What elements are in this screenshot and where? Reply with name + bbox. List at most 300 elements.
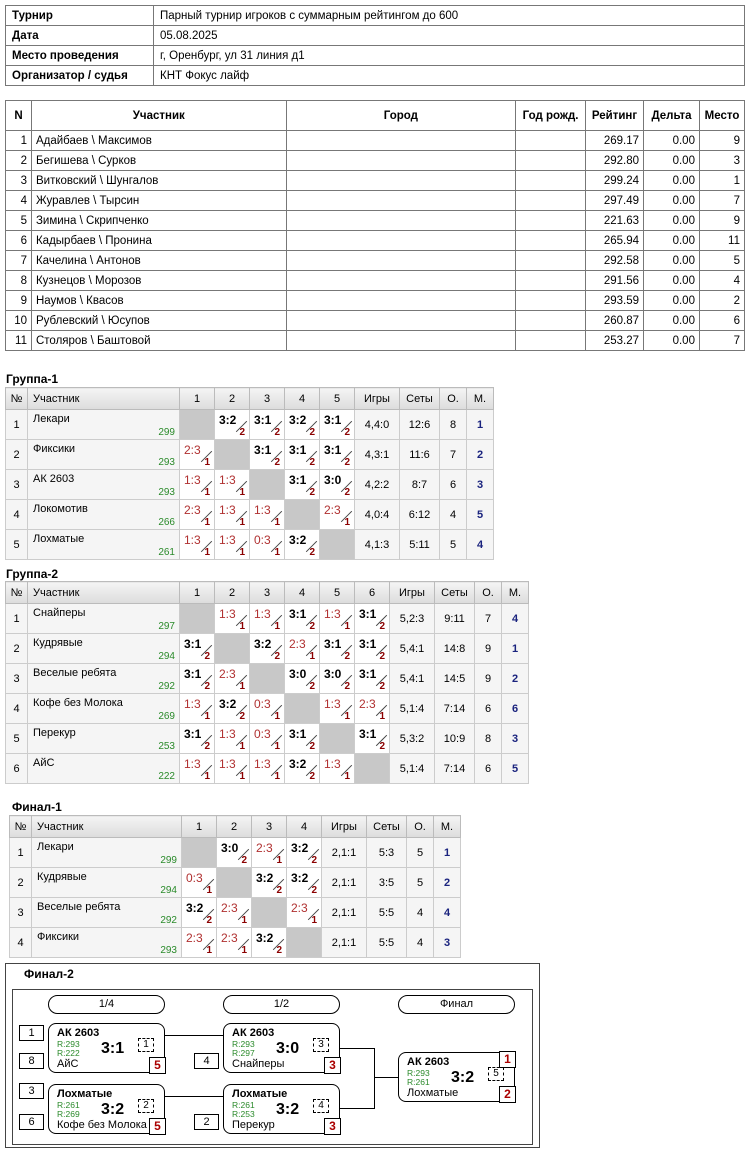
player-cell: 7 [699,331,744,351]
winner-place: 1 [499,1051,516,1068]
match-score: 2:3 [219,667,236,681]
match-result-cell [217,928,252,958]
loser-place: 3 [324,1057,341,1074]
match-points: 1 [344,711,350,722]
col-header: 3 [250,388,285,410]
match-result-cell [355,634,390,664]
match-score: 1:3 [254,757,271,771]
match-points: 1 [311,915,317,926]
match-points: 2 [309,741,315,752]
match-score: 2:3 [221,901,238,915]
diagonal-cell [287,928,322,958]
match-points: 1 [206,885,212,896]
diagonal-cell [250,470,285,500]
match-number: 1 [138,1038,154,1052]
match-result-cell [250,604,285,634]
team-ratings [57,1101,80,1119]
match-points: 2 [311,855,317,866]
match-points: 1 [276,855,282,866]
diagonal-cell [320,530,355,560]
games-cell: 4,0:4 [355,500,400,530]
match-score: 3:2 [289,413,307,427]
player-cell: 6 [6,231,32,251]
match-score: 3:2 [276,1101,300,1118]
group-row [6,604,529,634]
match-points: 1 [274,771,280,782]
player-cell [516,291,586,311]
player-cell: Столяров \ Баштовой [31,331,286,351]
player-cell [286,151,516,171]
place-cell: 3 [467,470,494,500]
sets-cell: 6:12 [400,500,440,530]
diagonal-cell [320,724,355,754]
player-cell: 9 [6,291,32,311]
match-points: 2 [276,885,282,896]
player-row [6,271,745,291]
col-header: № [6,582,28,604]
team-1-name: Лохматые [57,1088,113,1100]
match-score: 3:1 [289,727,307,741]
bracket-match [48,1084,165,1134]
games-cell: 5,4:1 [390,634,435,664]
match-points: 2 [379,621,385,632]
match-result-cell [355,604,390,634]
match-points: 2 [204,651,210,662]
match-score: 3:0 [221,841,239,855]
player-row [6,191,745,211]
points-cell: 7 [475,604,502,634]
rating-1: R:293 [232,1039,255,1049]
player-cell [516,131,586,151]
match-score: 3:1 [254,413,272,427]
match-points: 2 [309,427,315,438]
match-score: 1:3 [219,473,236,487]
group-row [10,928,461,958]
match-score: 1:3 [184,473,201,487]
match-result-cell [355,664,390,694]
match-result-cell [287,838,322,868]
row-number: 5 [6,530,28,560]
col-header: Рейтинг [586,101,644,131]
sets-cell: 5:5 [367,898,407,928]
match-number: 2 [138,1099,154,1113]
player-cell: 6 [699,311,744,331]
match-result-cell [215,500,250,530]
team-2-name: Лохматые [407,1087,459,1099]
match-points: 1 [204,457,210,468]
match-result-cell [320,440,355,470]
rating-2: R:261 [407,1077,430,1087]
group-row [6,664,529,694]
match-score: 2:3 [359,697,376,711]
match-score: 3:2 [219,697,237,711]
match-result-cell [285,440,320,470]
row-number: 4 [10,928,32,958]
games-cell: 4,4:0 [355,410,400,440]
rating-2: R:269 [57,1109,80,1119]
round-label: 1/2 [223,995,340,1014]
games-cell: 4,2:2 [355,470,400,500]
match-result-cell [215,754,250,784]
team-ratings [407,1069,430,1087]
match-score: 3:0 [324,667,342,681]
team-cell [32,928,182,958]
team-name: Фиксики [37,931,80,943]
player-cell: 11 [699,231,744,251]
col-header: 2 [215,582,250,604]
player-cell: 4 [6,191,32,211]
match-score: 3:1 [359,637,377,651]
match-result-cell [215,694,250,724]
match-points: 2 [274,651,280,662]
team-cell [28,410,180,440]
player-cell: 8 [6,271,32,291]
bracket-match [398,1052,515,1102]
match-points: 2 [274,427,280,438]
diagonal-cell [250,664,285,694]
bracket-match [48,1023,165,1073]
col-header: М. [467,388,494,410]
place-cell: 6 [502,694,529,724]
team-ratings [57,1040,80,1058]
player-cell: 4 [699,271,744,291]
player-cell: 0.00 [644,211,700,231]
match-score: 3:1 [184,637,202,651]
match-result-cell [250,410,285,440]
player-cell [516,171,586,191]
team-1-name: АК 2603 [57,1027,100,1039]
player-cell: 5 [6,211,32,231]
match-result-cell [285,530,320,560]
match-result-cell [320,470,355,500]
match-points: 2 [379,741,385,752]
loser-place: 3 [324,1118,341,1135]
match-points: 2 [309,547,315,558]
match-result-cell [285,470,320,500]
final-1-table [9,815,461,958]
player-cell: 260.87 [586,311,644,331]
match-score: 3:2 [289,757,307,771]
group-row [6,724,529,754]
diagonal-cell [215,440,250,470]
match-points: 1 [204,517,210,528]
match-score: 1:3 [184,533,201,547]
place-cell: 1 [502,634,529,664]
match-points: 1 [274,517,280,528]
team-rating: 253 [158,741,175,752]
match-result-cell [320,754,355,784]
match-result-cell [215,470,250,500]
seed-box: 1 [19,1025,44,1041]
match-points: 1 [274,741,280,752]
points-cell: 5 [407,868,434,898]
player-row [6,171,745,191]
player-cell: 0.00 [644,311,700,331]
player-cell: 0.00 [644,151,700,171]
points-cell: 6 [475,694,502,724]
match-points: 2 [379,651,385,662]
player-row [6,331,745,351]
points-cell: 8 [475,724,502,754]
place-cell: 2 [502,664,529,694]
team-name: Лекари [37,841,74,853]
match-score: 1:3 [324,697,341,711]
match-points: 2 [274,457,280,468]
col-header: Игры [322,816,367,838]
player-cell [516,231,586,251]
team-2-name: АйС [57,1058,79,1070]
col-header: 4 [287,816,322,838]
row-number: 3 [6,470,28,500]
match-score: 2:3 [291,901,308,915]
team-ratings [232,1040,255,1058]
match-points: 1 [379,711,385,722]
player-cell: 0.00 [644,291,700,311]
sets-cell: 3:5 [367,868,407,898]
col-header: 1 [180,582,215,604]
round-label: Финал [398,995,515,1014]
points-cell: 6 [475,754,502,784]
col-header: 4 [285,582,320,604]
diagonal-cell [285,694,320,724]
col-header: 2 [217,816,252,838]
team-rating: 294 [158,651,175,662]
info-key: Дата [6,26,154,46]
col-header: Город [286,101,516,131]
player-cell: 269.17 [586,131,644,151]
match-score: 3:2 [256,931,274,945]
group-row [6,410,494,440]
group-row [6,634,529,664]
match-result-cell [250,694,285,724]
player-cell: 1 [6,131,32,151]
info-key: Место проведения [6,46,154,66]
sets-cell: 12:6 [400,410,440,440]
place-cell: 4 [467,530,494,560]
player-cell [286,331,516,351]
match-result-cell [252,838,287,868]
match-score: 1:3 [184,697,201,711]
team-rating: 292 [160,915,177,926]
team-cell [28,724,180,754]
match-score: 3:1 [359,607,377,621]
match-result-cell [180,754,215,784]
match-result-cell [287,868,322,898]
diagonal-cell [180,604,215,634]
col-header: N [6,101,32,131]
player-cell: Витковский \ Шунгалов [31,171,286,191]
team-ratings [232,1101,255,1119]
points-cell: 4 [440,500,467,530]
rating-2: R:253 [232,1109,255,1119]
player-row [6,131,745,151]
player-cell: 9 [699,211,744,231]
match-points: 1 [204,771,210,782]
diagonal-cell [285,500,320,530]
player-cell [286,251,516,271]
points-cell: 5 [440,530,467,560]
match-score: 3:1 [289,607,307,621]
row-number: 3 [10,898,32,928]
player-cell [286,171,516,191]
match-result-cell [180,664,215,694]
row-number: 3 [6,664,28,694]
team-name: Фиксики [33,443,76,455]
team-cell [32,838,182,868]
team-name: Локомотив [33,503,88,515]
match-score: 2:3 [221,931,238,945]
match-points: 1 [239,547,245,558]
col-header: Дельта [644,101,700,131]
player-cell [516,331,586,351]
match-score: 1:3 [324,607,341,621]
player-cell: 291.56 [586,271,644,291]
match-points: 1 [274,621,280,632]
col-header: 1 [180,388,215,410]
player-cell: Кадырбаев \ Пронина [31,231,286,251]
runner-up-place: 2 [499,1086,516,1103]
team-cell [28,604,180,634]
match-result-cell [180,440,215,470]
info-key: Турнир [6,6,154,26]
match-points: 1 [206,945,212,956]
info-value: 05.08.2025 [154,26,745,46]
group-title: Финал-1 [12,800,62,814]
match-score: 3:1 [324,637,342,651]
match-points: 2 [344,457,350,468]
col-header: М. [434,816,461,838]
player-cell [286,131,516,151]
player-cell [286,271,516,291]
player-cell: 0.00 [644,331,700,351]
match-points: 2 [204,681,210,692]
match-score: 3:2 [219,413,237,427]
col-header: Место [699,101,744,131]
player-row [6,291,745,311]
match-result-cell [180,634,215,664]
bracket-title: Финал-2 [24,967,74,981]
team-name: Кофе без Молока [33,697,123,709]
match-number: 4 [313,1099,329,1113]
games-cell: 2,1:1 [322,868,367,898]
player-cell: Наумов \ Квасов [31,291,286,311]
match-score: 3:0 [276,1040,300,1057]
final-2-panel [5,963,540,1148]
row-number: 5 [6,724,28,754]
points-cell: 9 [475,664,502,694]
player-cell: 0.00 [644,191,700,211]
match-result-cell [215,410,250,440]
sets-cell: 8:7 [400,470,440,500]
rating-1: R:261 [57,1100,80,1110]
match-score: 3:1 [324,443,342,457]
col-header: Участник [28,388,180,410]
player-cell: 292.58 [586,251,644,271]
team-name: Веселые ребята [37,901,121,913]
player-cell: Рублевский \ Юсупов [31,311,286,331]
player-cell [286,291,516,311]
col-header: 6 [355,582,390,604]
player-cell: 2 [699,291,744,311]
bracket-match [223,1084,340,1134]
player-cell: 299.24 [586,171,644,191]
match-points: 1 [241,915,247,926]
match-points: 1 [274,711,280,722]
match-score: 2:3 [186,931,203,945]
sets-cell: 5:5 [367,928,407,958]
points-cell: 5 [407,838,434,868]
match-result-cell [182,868,217,898]
team-rating: 293 [158,457,175,468]
player-cell: 0.00 [644,251,700,271]
row-number: 4 [6,694,28,724]
bracket-match [223,1023,340,1073]
rating-2: R:297 [232,1048,255,1058]
match-points: 2 [309,771,315,782]
player-cell: 0.00 [644,271,700,291]
match-points: 2 [344,487,350,498]
sets-cell: 14:8 [435,634,475,664]
match-points: 2 [241,855,247,866]
group-title: Группа-1 [6,372,59,386]
match-points: 2 [239,711,245,722]
group-row [6,500,494,530]
match-score: 3:2 [186,901,204,915]
match-points: 2 [379,681,385,692]
match-points: 1 [239,487,245,498]
match-score: 0:3 [186,871,203,885]
points-cell: 6 [440,470,467,500]
player-cell [516,271,586,291]
match-score: 3:1 [359,727,377,741]
match-score: 3:1 [324,413,342,427]
match-points: 1 [204,487,210,498]
match-result-cell [320,694,355,724]
player-cell [286,311,516,331]
games-cell: 5,2:3 [390,604,435,634]
points-cell: 8 [440,410,467,440]
row-number: 1 [6,604,28,634]
col-header: Игры [355,388,400,410]
match-points: 2 [309,681,315,692]
match-points: 2 [206,915,212,926]
team-rating: 292 [158,681,175,692]
match-score: 3:2 [291,841,309,855]
bracket-area [12,989,533,1145]
games-cell: 5,3:2 [390,724,435,754]
match-score: 1:3 [219,757,236,771]
match-score: 2:3 [184,443,201,457]
team-cell [28,500,180,530]
col-header: Участник [28,582,180,604]
player-cell: 7 [6,251,32,271]
place-cell: 3 [502,724,529,754]
match-points: 1 [204,547,210,558]
match-result-cell [285,410,320,440]
group-row [6,530,494,560]
place-cell: 2 [434,868,461,898]
match-result-cell [285,664,320,694]
match-score: 3:2 [289,533,307,547]
team-2-name: Перекур [232,1119,275,1131]
match-points: 2 [276,945,282,956]
team-1-name: АК 2603 [232,1027,275,1039]
player-row [6,311,745,331]
diagonal-cell [217,868,252,898]
col-header: № [6,388,28,410]
place-cell: 4 [434,898,461,928]
sets-cell: 14:5 [435,664,475,694]
